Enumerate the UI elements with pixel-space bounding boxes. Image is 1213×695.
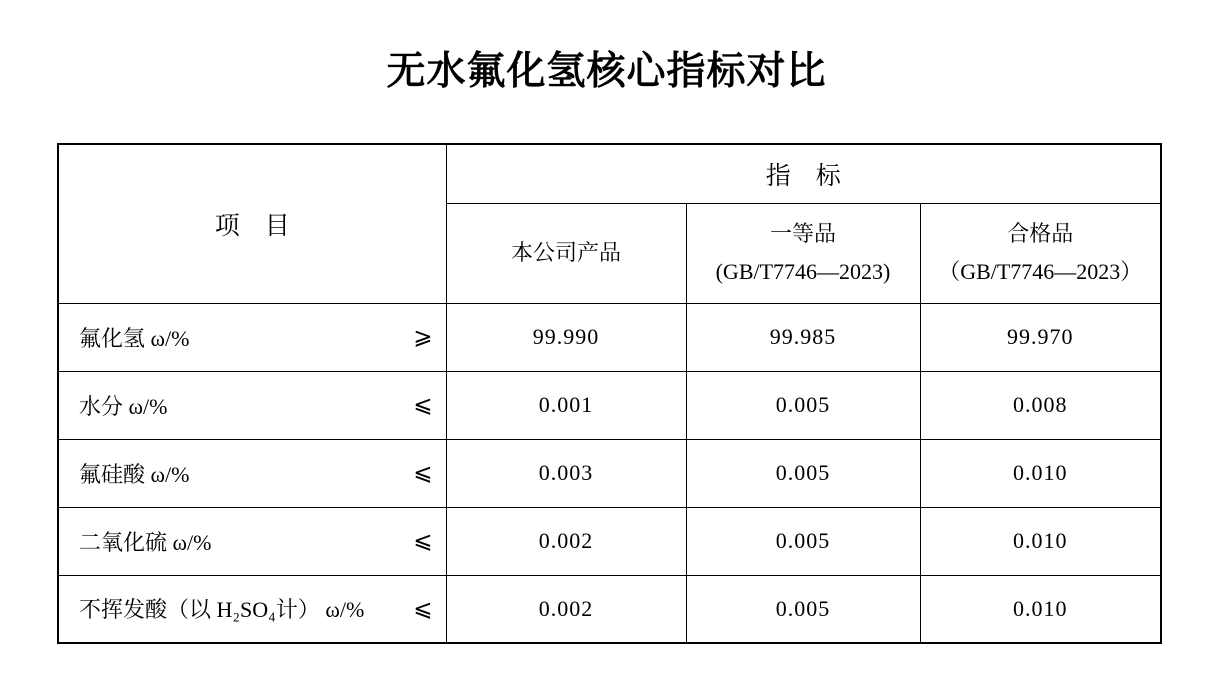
column-header-qualified	[920, 203, 1161, 303]
table-row-hydrogen-fluoride	[58, 303, 1161, 371]
item-cell	[58, 371, 446, 439]
item-label: 水分 ω/%	[79, 393, 168, 419]
value-cell-qualified: 0.010	[920, 507, 1161, 575]
value-cell-company: 99.990	[446, 303, 686, 371]
column-header-company	[446, 203, 686, 303]
column-header-first-grade	[686, 203, 920, 303]
table-row-sulfur-dioxide	[58, 507, 1161, 575]
value-cell-first-grade: 0.005	[686, 575, 920, 643]
item-label: 氟化氢 ω/%	[79, 325, 190, 351]
header-row-indicator	[58, 144, 1161, 203]
comparator-symbol: ⩾	[413, 324, 433, 350]
item-cell	[58, 507, 446, 575]
item-label: 不挥发酸（以 H₂SO₄计） ω/%	[79, 597, 365, 623]
item-cell	[58, 303, 446, 371]
item-label: 二氧化硫 ω/%	[79, 529, 212, 555]
comparator-symbol: ⩽	[413, 595, 433, 622]
comparator-symbol: ⩽	[413, 528, 433, 554]
value-cell-first-grade: 99.985	[686, 303, 920, 371]
table-row-moisture	[58, 371, 1161, 439]
value-cell-first-grade: 0.005	[686, 507, 920, 575]
column-standard: (GB/T7746—2023)	[715, 259, 891, 284]
value-cell-qualified: 0.010	[920, 439, 1161, 507]
page-title: 无水氟化氢核心指标对比	[386, 50, 827, 93]
value-cell-qualified: 99.970	[920, 303, 1161, 371]
value-cell-qualified: 0.010	[920, 575, 1161, 643]
value-cell-qualified: 0.008	[920, 371, 1161, 439]
column-name: 本公司产品	[510, 240, 621, 265]
value-cell-company: 0.002	[446, 507, 686, 575]
item-cell	[58, 439, 446, 507]
item-cell	[58, 575, 446, 643]
value-cell-first-grade: 0.005	[686, 439, 920, 507]
comparator-symbol: ⩽	[413, 392, 433, 418]
column-standard: （GB/T7746—2023）	[938, 259, 1143, 284]
item-label: 氟硅酸 ω/%	[79, 461, 190, 487]
indicator-header-cell: 指 标	[446, 144, 1161, 203]
table-row-nonvolatile-acid	[58, 575, 1161, 643]
value-cell-company: 0.002	[446, 575, 686, 643]
value-cell-company: 0.001	[446, 371, 686, 439]
column-name: 合格品	[1007, 221, 1074, 246]
spec-comparison-table	[57, 143, 1162, 644]
value-cell-company: 0.003	[446, 439, 686, 507]
column-name: 一等品	[769, 221, 836, 246]
table-row-fluorosilicic-acid	[58, 439, 1161, 507]
item-header-cell: 项 目	[58, 144, 446, 303]
comparator-symbol: ⩽	[413, 460, 433, 486]
value-cell-first-grade: 0.005	[686, 371, 920, 439]
